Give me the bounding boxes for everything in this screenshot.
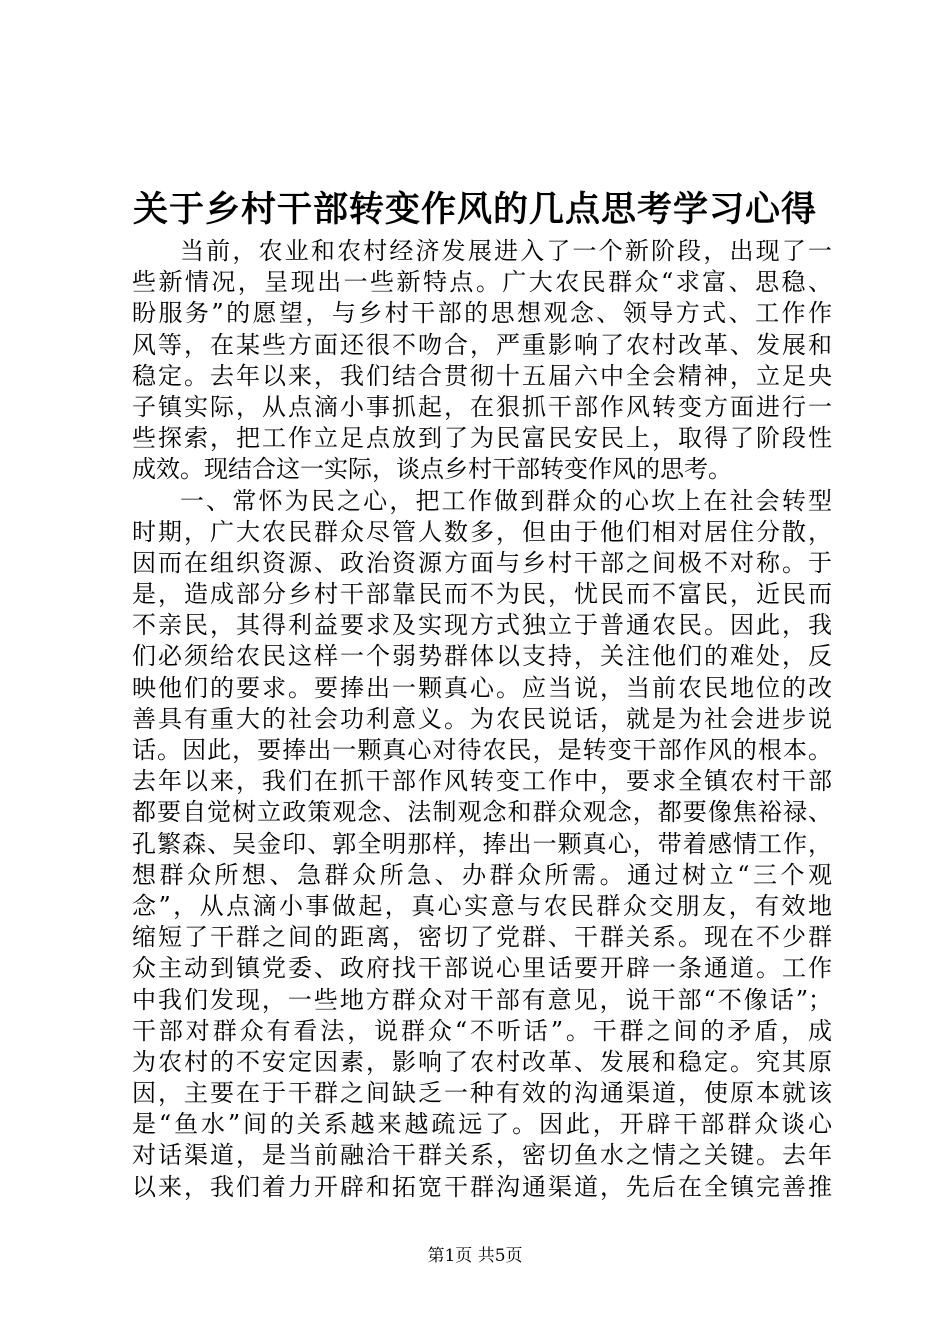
body-line: 稳定。去年以来，我们结合贯彻十五届六中全会精神，立足央	[132, 361, 832, 390]
body-line: 不亲民，其得利益要求及实现方式独立于普通农民。因此，我	[132, 611, 832, 640]
body-line: 子镇实际，从点滴小事抓起，在狠抓干部作风转变方面进行一	[132, 392, 832, 421]
document-title: 关于乡村干部转变作风的几点思考学习心得	[132, 189, 817, 230]
body-line: 去年以来，我们在抓干部作风转变工作中，要求全镇农村干部	[132, 767, 832, 796]
body-line: 些新情况，呈现出一些新特点。广大农民群众“求富、思稳、	[132, 268, 832, 297]
body-line: 盼服务”的愿望，与乡村干部的思想观念、领导方式、工作作	[132, 299, 832, 328]
document-body	[132, 236, 832, 1203]
body-line: 们必须给农民这样一个弱势群体以支持，关注他们的难处，反	[132, 642, 832, 671]
page-footer: 第1页 共5页	[427, 1246, 523, 1266]
body-line: 映他们的要求。要捧出一颗真心。应当说，当前农民地位的改	[132, 673, 832, 702]
body-line: 因而在组织资源、政治资源方面与乡村干部之间极不对称。于	[132, 548, 832, 577]
body-line: 些探索，把工作立足点放到了为民富民安民上，取得了阶段性	[132, 424, 832, 453]
body-line: 都要自觉树立政策观念、法制观念和群众观念，都要像焦裕禄、	[132, 798, 832, 827]
body-line: 成效。现结合这一实际，谈点乡村干部转变作风的思考。	[132, 455, 732, 484]
body-line: 善具有重大的社会功利意义。为农民说话，就是为社会进步说	[132, 704, 832, 733]
body-line: 以来，我们着力开辟和拓宽干群沟通渠道，先后在全镇完善推	[132, 1172, 832, 1201]
body-line: 当前，农业和农村经济发展进入了一个新阶段，出现了一	[180, 237, 832, 265]
body-line: 孔繁森、吴金印、郭全明那样，捧出一颗真心，带着感情工作，	[132, 829, 832, 858]
body-line: 为农村的不安定因素，影响了农村改革、发展和稳定。究其原	[132, 1047, 832, 1076]
body-line: 中我们发现，一些地方群众对干部有意见，说干部“不像话”；	[132, 985, 832, 1014]
body-line: 众主动到镇党委、政府找干部说心里话要开辟一条通道。工作	[132, 954, 832, 983]
body-line: 缩短了干群之间的距离，密切了党群、干群关系。现在不少群	[132, 923, 832, 952]
body-line: 时期，广大农民群众尽管人数多，但由于他们相对居住分散，	[132, 517, 832, 546]
body-line: 念”，从点滴小事做起，真心实意与农民群众交朋友，有效地	[132, 891, 832, 920]
body-line: 因，主要在于干群之间缺乏一种有效的沟通渠道，使原本就该	[132, 1079, 832, 1108]
body-line: 风等，在某些方面还很不吻合，严重影响了农村改革、发展和	[132, 330, 832, 359]
body-line: 干部对群众有看法，说群众“不听话”。干群之间的矛盾，成	[132, 1016, 832, 1045]
body-line: 是“鱼水”间的关系越来越疏远了。因此，开辟干部群众谈心	[132, 1110, 832, 1139]
body-line: 想群众所想、急群众所急、办群众所需。通过树立“三个观	[132, 860, 832, 889]
body-line: 话。因此，要捧出一颗真心对待农民，是转变干部作风的根本。	[132, 736, 832, 764]
body-line: 是，造成部分乡村干部靠民而不为民，忧民而不富民，近民而	[132, 580, 832, 609]
body-line: 一、常怀为民之心，把工作做到群众的心坎上在社会转型	[180, 486, 832, 515]
body-line: 对话渠道，是当前融洽干群关系，密切鱼水之情之关键。去年	[132, 1141, 832, 1170]
